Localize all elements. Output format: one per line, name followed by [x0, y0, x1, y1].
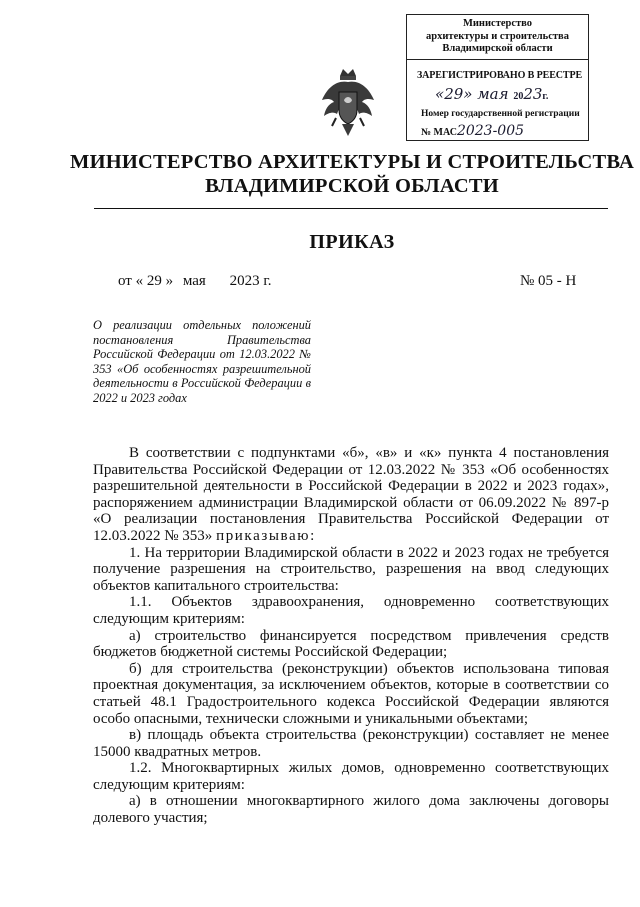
header-divider	[94, 208, 608, 209]
stamp-number-handwritten: 2023-005	[456, 123, 525, 139]
body-paragraph	[93, 445, 609, 545]
order-body	[93, 445, 609, 827]
order-number: № 05 - Н	[520, 273, 577, 289]
stamp-registered-label: ЗАРЕГИСТРИРОВАНО В РЕЕСТРЕ	[417, 70, 583, 81]
body-paragraph: в) площадь объекта строительства (реконструкции) составляет не менее 15000 квадратных метров.	[93, 727, 609, 760]
stamp-number-caption: Номер государственной регистрации	[421, 109, 580, 119]
order-date-month: мая	[182, 273, 206, 289]
stamp-org-line: Министерство	[462, 18, 533, 29]
stamp-divider	[407, 59, 588, 60]
stamp-date-year-label: г.	[542, 91, 549, 102]
order-date-year: 2023 г.	[229, 273, 272, 289]
preamble-text: В соответствии с подпунктами «б», «в» и «к» пункта 4 постановления Правительства Российской Федерации от 12.03.2022 № 353 «Об особенностях разрешительной деятельности в Российской Федерации в 2022 и 2023 годах», распоряжением администрации Владимирской области от 06.09.2022 № 897-р «О реализации постановления Правительства Российской Федерации от 12.03.2022 № 353»	[93, 445, 609, 544]
stamp-org-line: архитектуры и строительства	[426, 30, 569, 42]
stamp-date-month: мая	[477, 85, 509, 103]
body-paragraph: 1.2. Многоквартирных жилых домов, одновременно соответствующих следующим критериям:	[93, 760, 609, 793]
ministry-title	[0, 150, 640, 198]
body-paragraph: 1.1. Объектов здравоохранения, одновременно соответствующих следующим критериям:	[93, 594, 609, 627]
stamp-organization	[407, 15, 588, 56]
document-title: ПРИКАЗ	[309, 231, 395, 253]
body-paragraph: а) в отношении многоквартирного жилого дома заключены договоры долевого участия;	[93, 793, 609, 827]
order-subject: О реализации отдельных положений постановления Правительства Российской Федерации от 12.03.2022 № 353 «Об особенностях разрешительной деятельности в Российской Федерации в 2022 и 2023 годах	[93, 318, 311, 405]
stamp-date-year-prefix: 20	[513, 91, 524, 102]
ministry-title-line: МИНИСТЕРСТВО АРХИТЕКТУРЫ И СТРОИТЕЛЬСТВА	[70, 151, 634, 173]
stamp-number	[421, 123, 524, 139]
order-date-prefix: от « 29 »	[118, 273, 174, 289]
ministry-title-line: ВЛАДИМИРСКОЙ ОБЛАСТИ	[205, 175, 499, 197]
body-paragraph: а) строительство финансируется посредством привлечения средств бюджетов бюджетной системы Российской Федерации;	[93, 627, 609, 661]
body-paragraph: 1. На территории Владимирской области в 2022 и 2023 годах не требуется получение разрешения на строительство, разрешения на ввод следующих объектов капитального строительства:	[93, 544, 609, 594]
stamp-number-prefix: № МАС	[421, 127, 457, 138]
stamp-date-day: 29	[444, 85, 464, 103]
stamp-registration-date: «29» мая 2023г.	[435, 85, 549, 103]
order-word: приказываю:	[216, 527, 316, 544]
stamp-date-year-suffix: 23	[523, 85, 543, 103]
order-date	[118, 273, 274, 290]
registration-stamp	[406, 14, 589, 141]
stamp-org-line: Владимирской области	[442, 43, 553, 54]
body-paragraph: б) для строительства (реконструкции) объектов использована типовая проектная документация, за исключением объектов, которые в соответствии со статьей 48.1 Градостроительного кодекса Российской Федерации являются особо опасными, технически сложными и уникальными объектами;	[93, 660, 609, 727]
coat-of-arms-emblem	[318, 66, 378, 138]
